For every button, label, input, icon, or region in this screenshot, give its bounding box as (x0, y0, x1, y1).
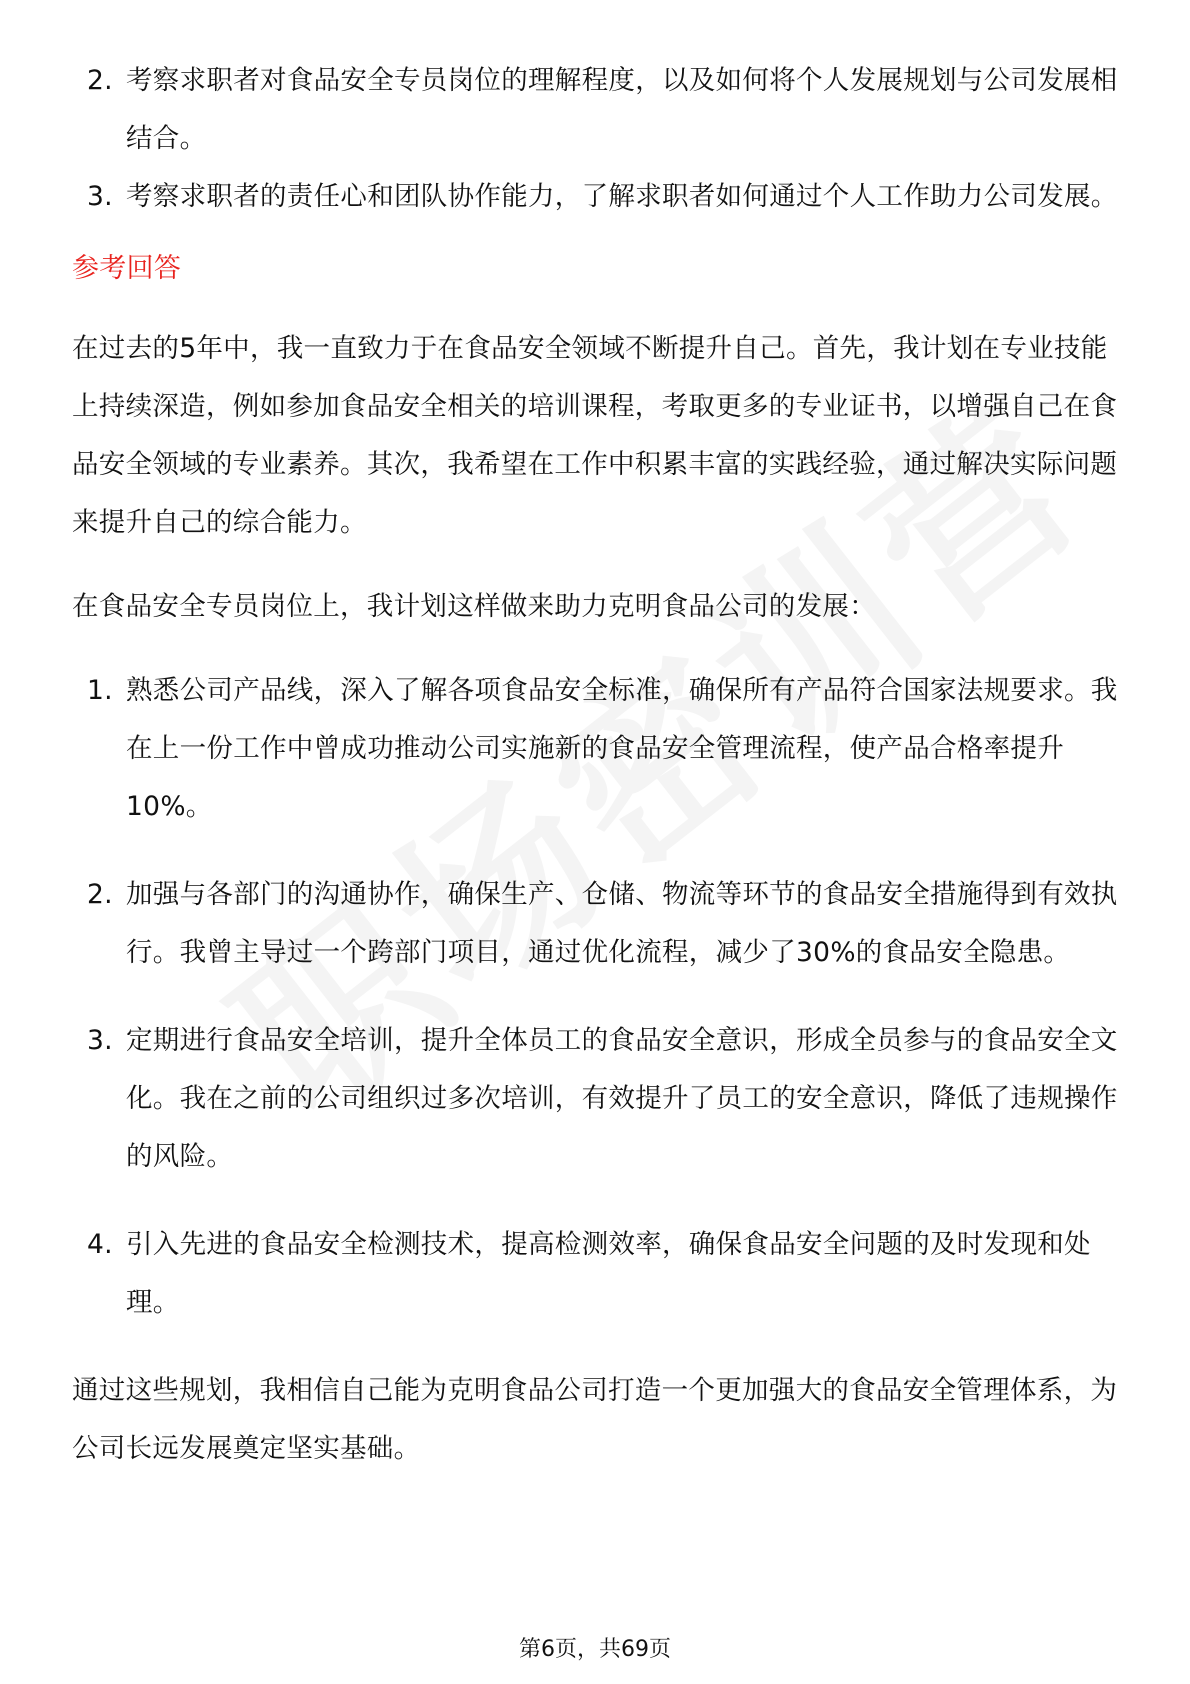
list-number: 3. (87, 181, 113, 212)
answer-paragraph: 在过去的5年中，我一直致力于在食品安全领域不断提升自己。首先，我计划在专业技能上持续深造，例如参加食品安全相关的培训课程，考取更多的专业证书，以增强自己在食品安全领域的专业素养。其次，我希望在工作中积累丰富的实践经验，通过解决实际问题来提升自己的综合能力。 (72, 333, 1118, 538)
document-content (72, 52, 1118, 1504)
list-item (72, 662, 1118, 836)
list-item (72, 168, 1118, 226)
answer-paragraph: 在食品安全专员岗位上，我计划这样做来助力克明食品公司的发展： (72, 591, 876, 622)
list-item (72, 52, 1118, 168)
answer-paragraph: 通过这些规划，我相信自己能为克明食品公司打造一个更加强大的食品安全管理体系，为公司长远发展奠定坚实基础。 (72, 1375, 1118, 1464)
page-number: 第6页，共69页 (519, 1637, 671, 1662)
list-number: 4. (87, 1229, 113, 1260)
list-number: 3. (87, 1025, 113, 1056)
list-item (72, 1012, 1118, 1186)
list-text: 考察求职者对食品安全专员岗位的理解程度，以及如何将个人发展规划与公司发展相结合。 (126, 65, 1118, 154)
list-item (72, 866, 1118, 982)
list-number: 2. (87, 879, 113, 910)
list-text: 引入先进的食品安全检测技术，提高检测效率，确保食品安全问题的及时发现和处理。 (126, 1229, 1091, 1318)
list-number: 1. (87, 675, 113, 706)
evaluation-points-list (72, 52, 1118, 226)
list-text: 熟悉公司产品线，深入了解各项食品安全标准，确保所有产品符合国家法规要求。我在上一份工作中曾成功推动公司实施新的食品安全管理流程，使产品合格率提升10%。 (126, 675, 1118, 822)
list-text: 考察求职者的责任心和团队协作能力，了解求职者如何通过个人工作助力公司发展。 (126, 181, 1118, 212)
plan-list (72, 662, 1118, 1332)
list-text: 加强与各部门的沟通协作，确保生产、仓储、物流等环节的食品安全措施得到有效执行。我曾主导过一个跨部门项目，通过优化流程，减少了30%的食品安全隐患。 (126, 879, 1118, 968)
list-text: 定期进行食品安全培训，提升全体员工的食品安全意识，形成全员参与的食品安全文化。我在之前的公司组织过多次培训，有效提升了员工的安全意识，降低了违规操作的风险。 (126, 1025, 1118, 1172)
list-item (72, 1216, 1118, 1332)
section-heading: 参考回答 (72, 253, 182, 284)
list-number: 2. (87, 65, 113, 96)
